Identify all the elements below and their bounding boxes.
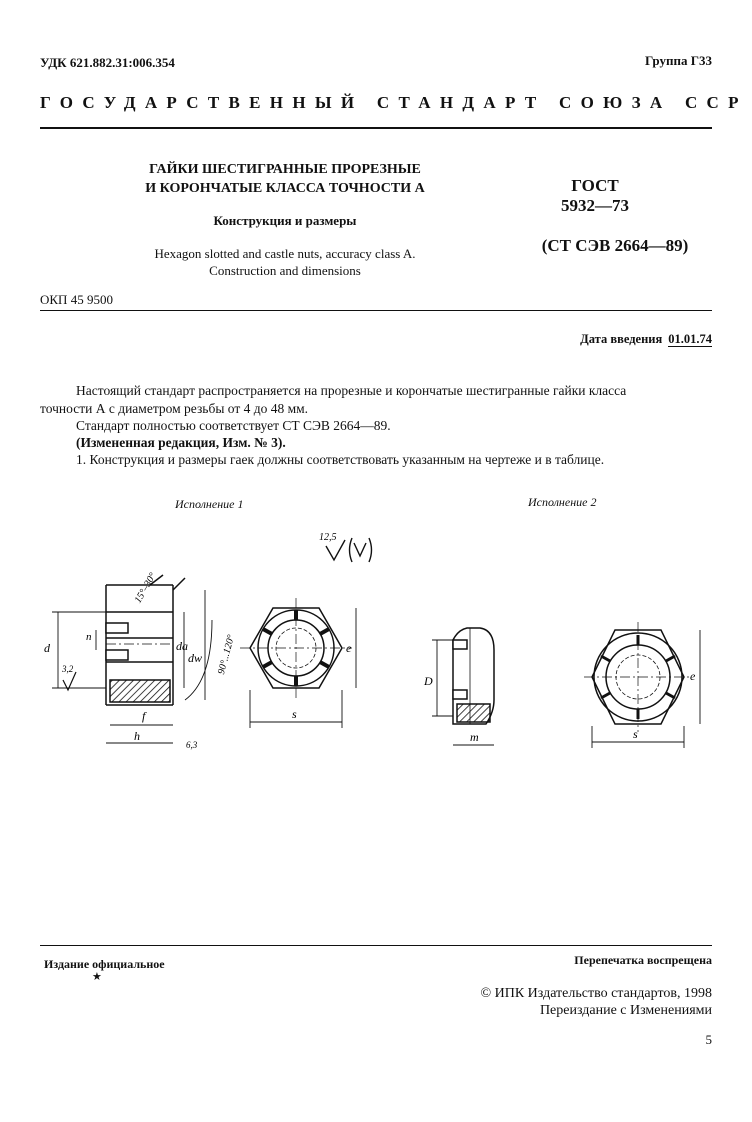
label-f: f <box>142 709 146 723</box>
paragraph-scope: Настоящий стандарт распространяется на прорезные и корончатые шестигранные гайки класса <box>76 383 627 398</box>
variant-2-top-view <box>584 622 692 732</box>
label-n: n <box>86 631 92 643</box>
english-title-line-1: Hexagon slotted and castle nuts, accuracy class A. <box>154 246 416 261</box>
reissue-line: Переиздание с Изменениями <box>539 1003 712 1018</box>
state-standard-heading: ГОСУДАРСТВЕННЫЙ СТАНДАРТ СОЮЗА ССР <box>40 93 748 112</box>
caption-variant-1: Исполнение 1 <box>175 497 244 511</box>
gost-label: ГОСТ <box>571 176 619 195</box>
reprint-prohibited: Перепечатка воспрещена <box>574 953 712 967</box>
roughness-symbol-side <box>63 672 76 690</box>
st-sev-designation: (СТ СЭВ 2664—89) <box>541 236 689 255</box>
intro-date-label: Дата введения <box>580 332 663 346</box>
label-D: D <box>424 674 433 688</box>
paragraph-amendment: (Измененная редакция, Изм. № 3). <box>76 435 286 450</box>
variant-1-top-view <box>240 598 352 698</box>
copyright-line: © ИПК Издательство стандартов, 1998 <box>480 986 712 1001</box>
caption-variant-2: Исполнение 2 <box>528 495 597 509</box>
label-s-2: s <box>633 727 638 741</box>
nut-drawing <box>0 520 752 770</box>
intro-date <box>580 332 712 347</box>
paragraph-clause-1: 1. Конструкция и размеры гаек должны соответствовать указанным на чертеже и в таблице. <box>76 452 605 467</box>
label-h: h <box>134 729 140 743</box>
udk-code: УДК 621.882.31:006.354 <box>40 55 175 70</box>
label-dw: dw <box>188 651 203 665</box>
copyright-block <box>480 985 712 1019</box>
roughness-value-side: 3,2 <box>62 664 74 674</box>
page-number: 5 <box>705 1032 712 1047</box>
variant-2-side-view <box>453 628 494 724</box>
document-title <box>120 160 450 198</box>
variant-1-dimension-lines <box>52 590 212 743</box>
star-mark: ★ <box>92 971 102 983</box>
footer-rule <box>40 945 712 946</box>
title-line-1: ГАЙКИ ШЕСТИГРАННЫЕ ПРОРЕЗНЫЕ <box>149 162 421 177</box>
gost-designation <box>540 176 650 216</box>
group-code: Группа Г33 <box>644 53 712 68</box>
label-d: d <box>44 641 50 655</box>
title-line-2: И КОРОНЧАТЫЕ КЛАССА ТОЧНОСТИ А <box>145 181 425 196</box>
english-title-line-2: Construction and dimensions <box>209 263 361 278</box>
label-da: da <box>176 639 188 653</box>
angle-side-label: 90°...120° <box>216 633 238 676</box>
title-rule <box>40 310 712 311</box>
label-e-2: e <box>690 669 696 683</box>
roughness-value-chamfer: 6,3 <box>186 740 198 750</box>
document-subtitle: Конструкция и размеры <box>213 213 357 228</box>
okp-code: ОКП 45 9500 <box>40 292 113 307</box>
label-s-1: s <box>292 707 297 721</box>
angle-top-label: 15°–30° <box>132 571 159 606</box>
intro-date-value: 01.01.74 <box>668 332 712 346</box>
official-edition: Издание официальное <box>44 957 165 971</box>
english-title <box>110 245 460 279</box>
paragraph-scope-cont: точности А с диаметром резьбы от 4 до 48 мм. <box>40 401 309 416</box>
paragraph-sev: Стандарт полностью соответствует СТ СЭВ 2664—89. <box>76 418 391 433</box>
label-m: m <box>470 730 479 744</box>
header-rule <box>40 127 712 129</box>
roughness-value-main: 12,5 <box>319 532 337 543</box>
label-e-1: e <box>346 641 352 655</box>
gost-number: 5932—73 <box>561 196 629 215</box>
